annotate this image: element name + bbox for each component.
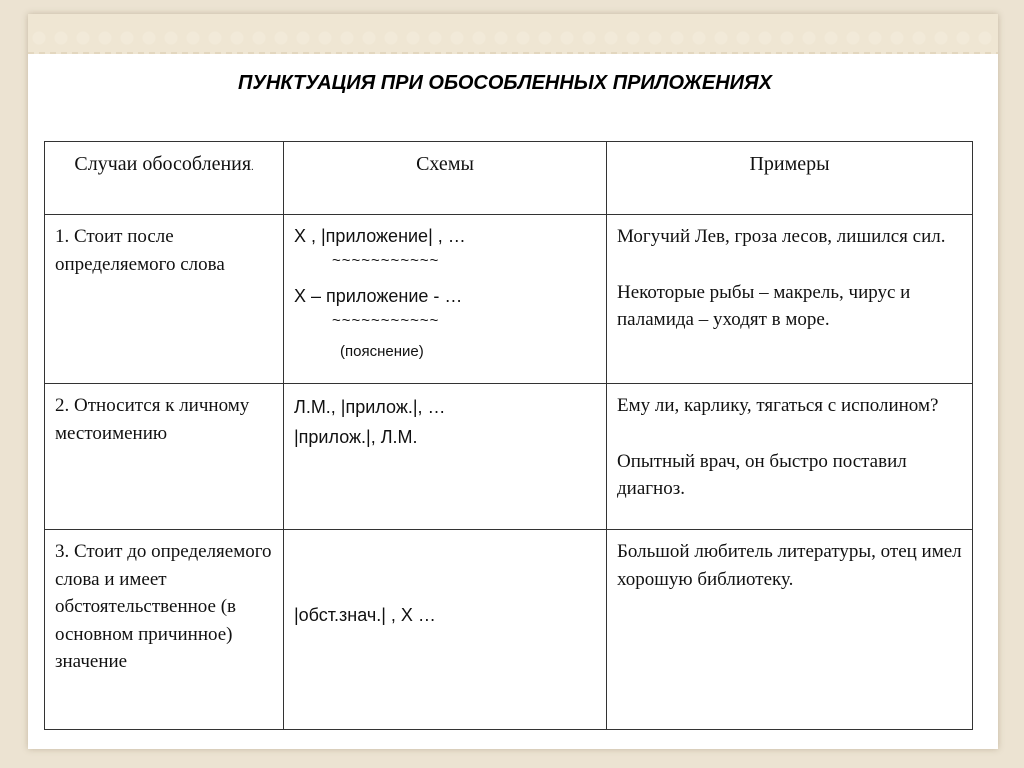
punctuation-table <box>44 141 973 730</box>
header-examples: Примеры <box>607 142 973 215</box>
example-cell <box>607 530 973 730</box>
header-cases: Случаи обособления. <box>45 142 284 215</box>
scheme-line: |прилож.|, Л.М. <box>294 427 418 447</box>
example-text: Опытный врач, он быстро поставил диагноз. <box>617 450 907 499</box>
case-cell: 2. Относится к личному местоимению <box>45 384 284 530</box>
scheme-line: X , |приложение| , … <box>294 226 466 246</box>
example-cell <box>607 384 973 530</box>
example-text: Некоторые рыбы – макрель, чирус и паламида – уходят в море. <box>617 281 911 330</box>
example-text: Ему ли, карлику, тягаться с исполином? <box>617 395 939 416</box>
header-row <box>45 142 973 215</box>
perforated-edge <box>28 14 998 54</box>
scheme-note: (пояснение) <box>340 343 424 360</box>
scheme-cell <box>284 384 607 530</box>
wavy-underline: ~~~~~~~~~~~ <box>332 312 440 329</box>
case-cell: 3. Стоит до определяемого слова и имеет обстоятельственное (в основном причинное) значение <box>45 530 284 730</box>
case-cell: 1. Стоит после определяемого слова <box>45 215 284 384</box>
table-row <box>45 530 973 730</box>
table-row <box>45 215 973 384</box>
scheme-cell <box>284 215 607 384</box>
scheme-cell <box>284 530 607 730</box>
example-text: Могучий Лев, гроза лесов, лишился сил. <box>617 226 946 247</box>
header-schemes: Схемы <box>284 142 607 215</box>
example-text: Большой любитель литературы, отец имел хорошую библиотеку. <box>617 541 962 590</box>
page-title: ПУНКТУАЦИЯ ПРИ ОБОСОБЛЕННЫХ ПРИЛОЖЕНИЯХ <box>238 72 772 94</box>
example-cell <box>607 215 973 384</box>
scheme-line: X – приложение - … <box>294 286 463 306</box>
table-row <box>45 384 973 530</box>
scheme-line: |обст.знач.| , X … <box>294 605 436 625</box>
scheme-line: Л.М., |прилож.|, … <box>294 397 446 417</box>
wavy-underline: ~~~~~~~~~~~ <box>332 252 440 269</box>
